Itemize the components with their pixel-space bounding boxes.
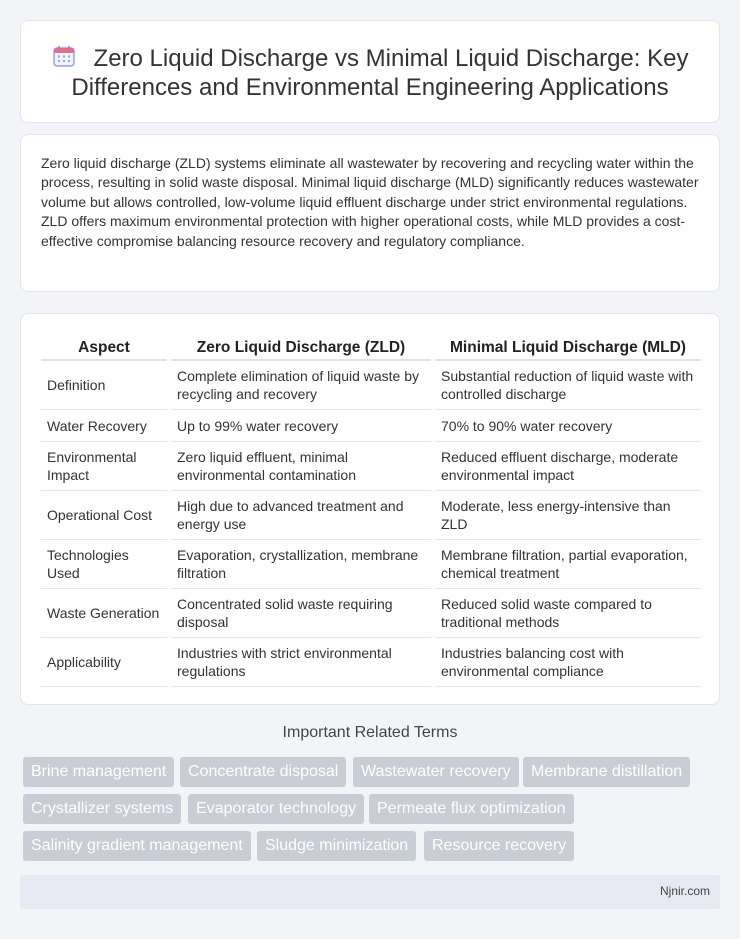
row-zld: Concentrated solid waste requiring disposal [171, 589, 431, 638]
row-mld: Substantial reduction of liquid waste with controlled discharge [435, 361, 701, 410]
term-tag[interactable]: Membrane distillation [523, 757, 690, 787]
term-tag[interactable]: Brine management [23, 757, 174, 787]
row-zld: Industries with strict environmental regulations [171, 638, 431, 687]
row-mld: Reduced solid waste compared to traditional methods [435, 589, 701, 638]
page-title: Zero Liquid Discharge vs Minimal Liquid Discharge: Key Differences and Environmental Engineering Applications [71, 45, 689, 101]
term-tag[interactable]: Sludge minimization [257, 831, 416, 861]
footer-site-link[interactable]: Njnir.com [659, 884, 710, 898]
term-tag[interactable]: Evaporator technology [188, 794, 364, 824]
row-aspect: Technologies Used [41, 540, 167, 589]
page-title-wrap [41, 44, 699, 102]
title-card [20, 20, 720, 123]
term-tag[interactable]: Crystallizer systems [23, 794, 181, 824]
row-zld: Evaporation, crystallization, membrane filtration [171, 540, 431, 589]
table-row [41, 589, 701, 638]
term-tag[interactable]: Salinity gradient management [23, 831, 251, 861]
column-header-mld: Minimal Liquid Discharge (MLD) [435, 334, 701, 361]
row-zld: Up to 99% water recovery [171, 410, 431, 442]
term-tag[interactable]: Wastewater recovery [353, 757, 519, 787]
table-row [41, 540, 701, 589]
calendar-icon [52, 44, 76, 68]
table-row [41, 410, 701, 442]
intro-text: Zero liquid discharge (ZLD) systems eliminate all wastewater by recovering and recycling water within the process, resulting in solid waste disposal. Minimal liquid discharge (MLD) significantly reduces wastewater volume but allows controlled, low-volume liquid effluent discharge under strict environmental regulations. ZLD offers maximum environmental protection with higher operational costs, while MLD provides a cost-effective compromise balancing resource recovery and regulatory compliance. [41, 155, 699, 249]
comparison-table [37, 334, 705, 687]
table-header-row [41, 334, 701, 361]
table-row [41, 361, 701, 410]
row-zld: Complete elimination of liquid waste by recycling and recovery [171, 361, 431, 410]
row-mld: Industries balancing cost with environmental compliance [435, 638, 701, 687]
table-row [41, 638, 701, 687]
row-mld: 70% to 90% water recovery [435, 410, 701, 442]
term-tag[interactable]: Permeate flux optimization [369, 794, 574, 824]
row-aspect: Definition [41, 361, 167, 410]
column-header-zld: Zero Liquid Discharge (ZLD) [171, 334, 431, 361]
term-tag[interactable]: Resource recovery [424, 831, 574, 861]
row-zld: High due to advanced treatment and energy use [171, 491, 431, 540]
table-row [41, 442, 701, 491]
table-row [41, 491, 701, 540]
related-terms-heading: Important Related Terms [282, 724, 458, 741]
row-aspect: Environmental Impact [41, 442, 167, 491]
row-aspect: Waste Generation [41, 589, 167, 638]
row-aspect: Operational Cost [41, 491, 167, 540]
row-aspect: Water Recovery [41, 410, 167, 442]
row-zld: Zero liquid effluent, minimal environmental contamination [171, 442, 431, 491]
row-mld: Moderate, less energy-intensive than ZLD [435, 491, 701, 540]
comparison-table-card [20, 313, 720, 705]
column-header-aspect: Aspect [41, 334, 167, 361]
row-aspect: Applicability [41, 638, 167, 687]
term-tag[interactable]: Concentrate disposal [180, 757, 346, 787]
footer [20, 875, 720, 909]
row-mld: Membrane filtration, partial evaporation, chemical treatment [435, 540, 701, 589]
row-mld: Reduced effluent discharge, moderate environmental impact [435, 442, 701, 491]
intro-card [20, 134, 720, 292]
